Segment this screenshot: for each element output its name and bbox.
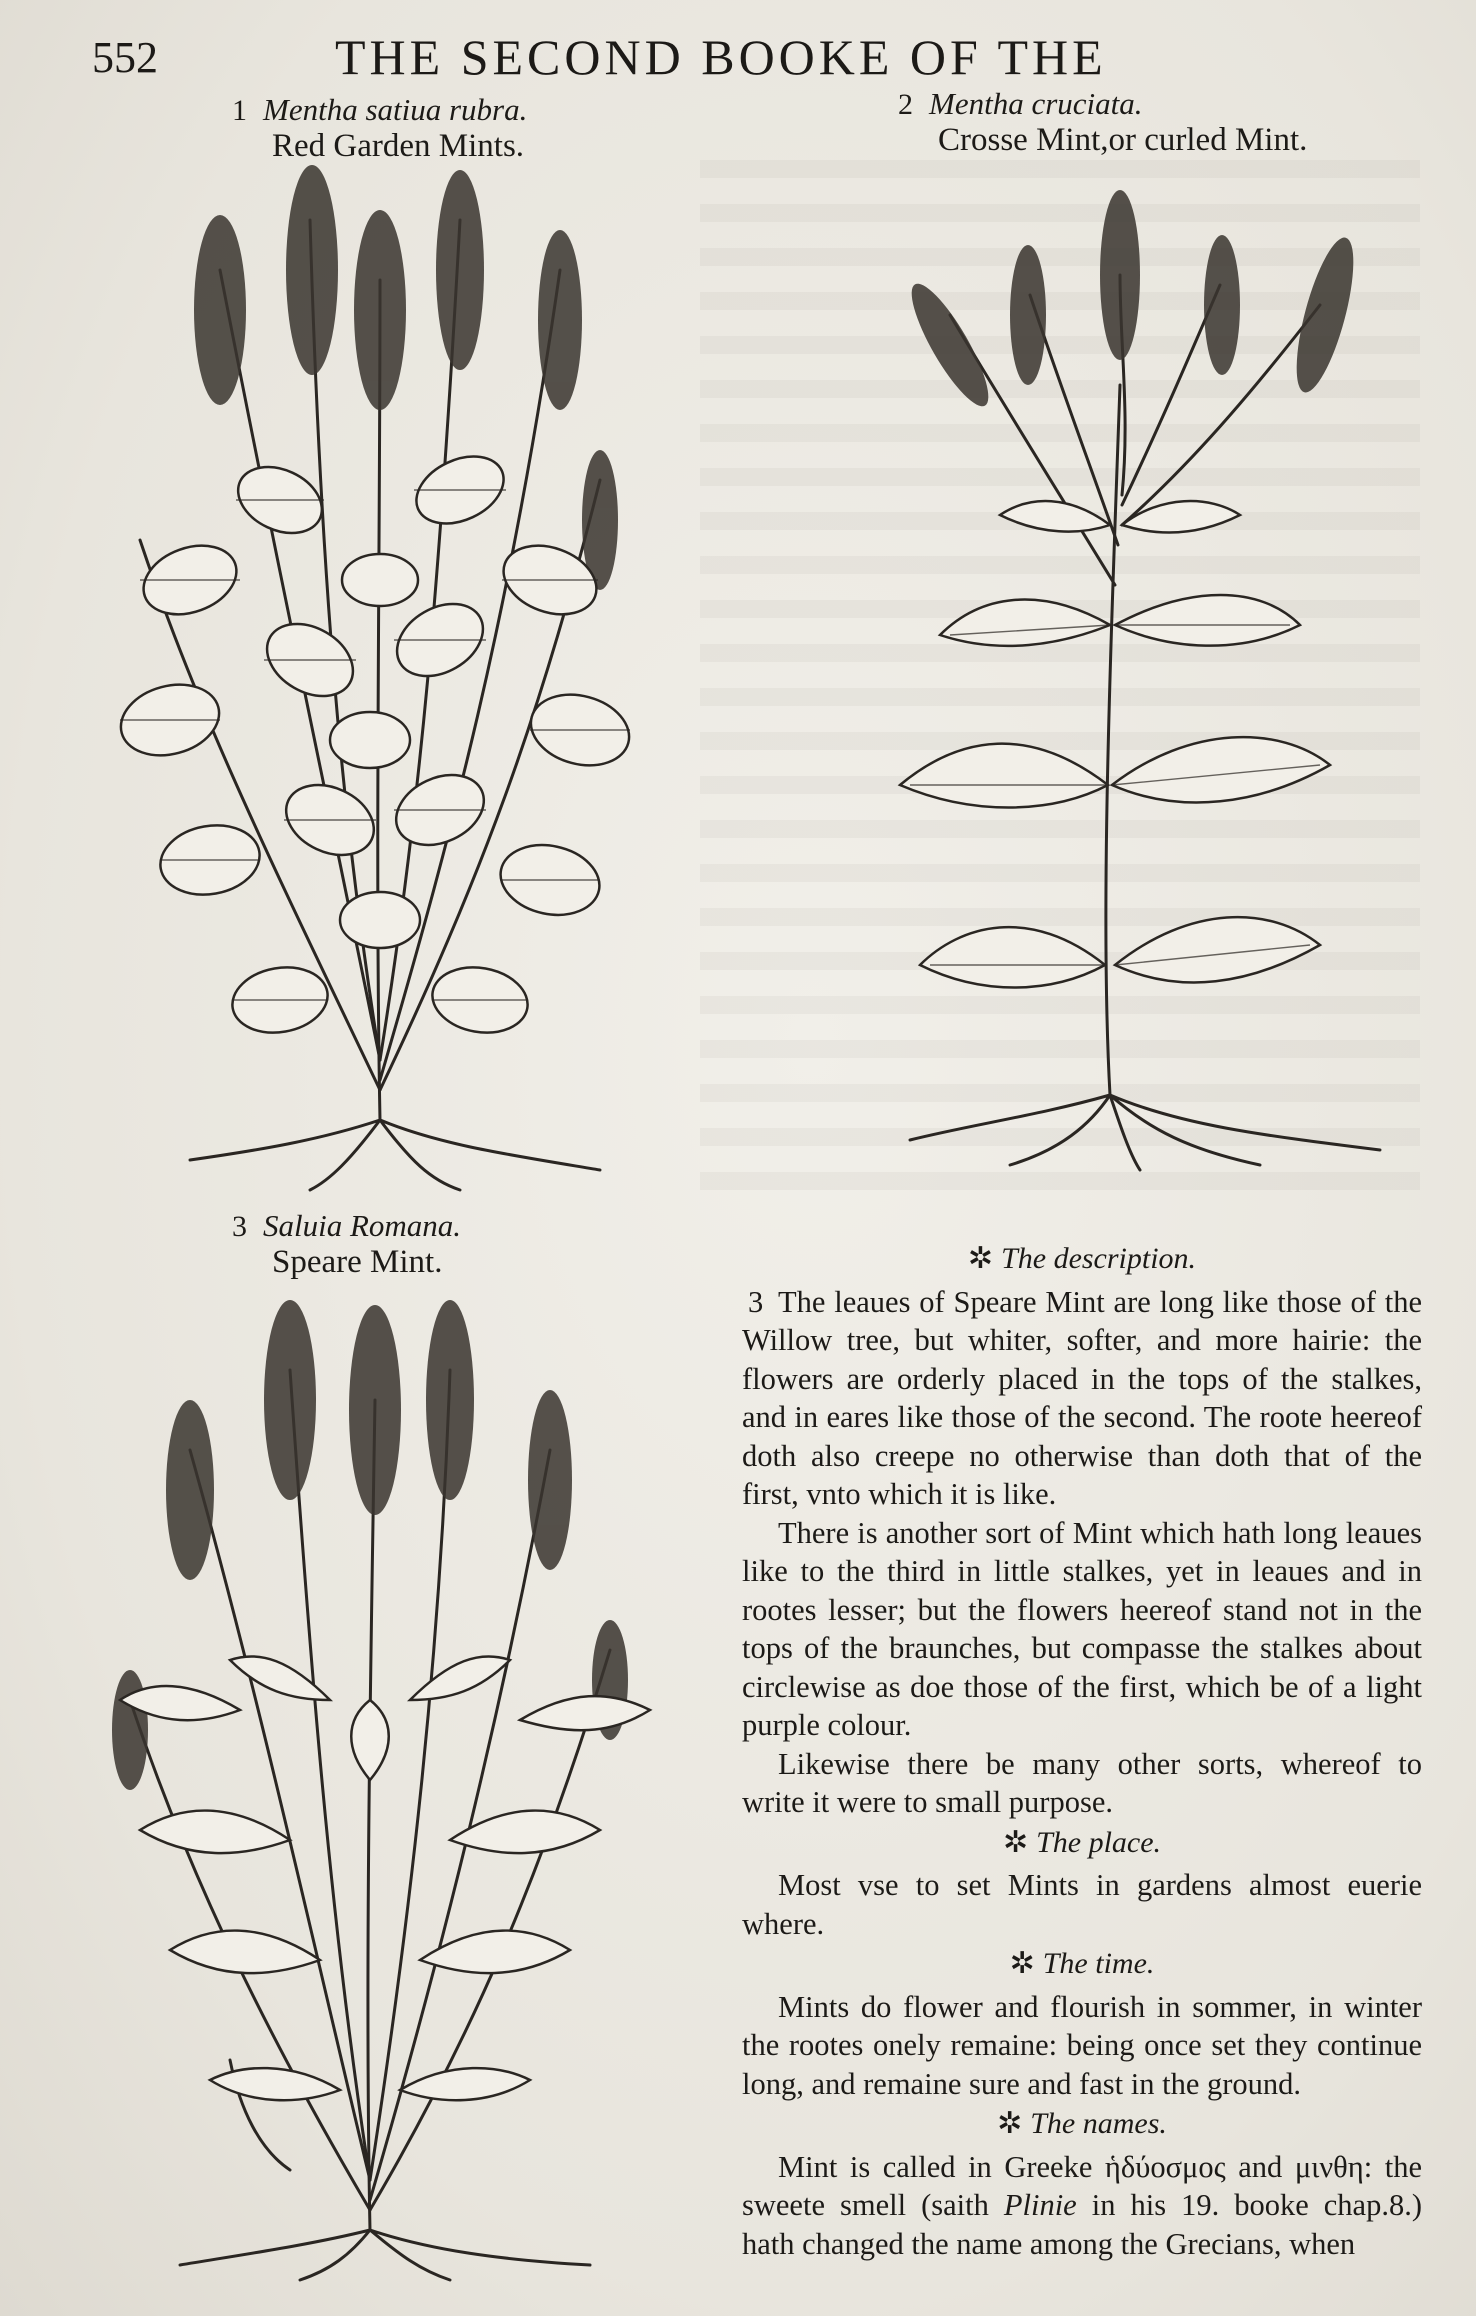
figure-number: 2 xyxy=(898,88,913,121)
figure-latin-name: Mentha cruciata. xyxy=(929,86,1143,121)
asterisk-ornament-icon: ✲ xyxy=(1009,1947,1035,1980)
figure-english-name: Speare Mint. xyxy=(272,1244,443,1280)
asterisk-ornament-icon: ✲ xyxy=(967,1242,994,1275)
description-paragraph-2: There is another sort of Mint which hath long leaues like to the third in little stalkes, yet in leaues and in rootes lesser; but the flowers heereof stand not in the tops of the braunches, but compasse the stalkes about circlewise as doe those of the first, which be of a light purple colour. xyxy=(742,1515,1422,1742)
description-paragraph-1: 3 The leaues of Speare Mint are long like those of the Willow tree, but whiter, softer, and more hairie: the flowers are orderly placed in the tops of the stalkes, and in eares like those of the second. The roote heereof doth also creepe no otherwise than doth that of the first, vnto which it is like. xyxy=(742,1283,1422,1514)
running-head: THE SECOND BOOKE OF THE xyxy=(335,29,1107,85)
author-name: Plinie xyxy=(1003,2188,1077,2222)
description-paragraph-3: Likewise there be many other sorts, whereof to write it were to small purpose. xyxy=(742,1746,1422,1819)
figure-latin-name: Saluia Romana. xyxy=(263,1208,462,1243)
section-heading-names: ✲ The names. xyxy=(997,2107,1167,2140)
figure-caption-1 xyxy=(232,92,527,165)
figure-number: 1 xyxy=(232,94,247,127)
place-paragraph: Most vse to set Mints in gardens almost euerie where. xyxy=(742,1868,1422,1941)
figure-number: 3 xyxy=(232,1210,247,1243)
woodcut-speare-mint xyxy=(90,1280,710,2290)
section-heading-time: ✲ The time. xyxy=(1009,1947,1155,1980)
page-header xyxy=(0,22,1476,85)
figure-english-name: Red Garden Mints. xyxy=(272,128,525,164)
woodcut-crosse-mint xyxy=(860,165,1420,1175)
names-paragraph: Mint is called in Greeke ἡδύοσμος and μινθη: the sweete smell (saith Plinie in his 19. booke chap.8.) hath changed the name among the Grecians, when xyxy=(742,2149,1422,2261)
time-paragraph: Mints do flower and flourish in sommer, in winter the rootes onely remaine: being once set they continue long, and remaine sure and fast in the ground. xyxy=(742,1989,1422,2101)
section-heading-description: ✲ The description. xyxy=(967,1242,1197,1275)
page-number: 552 xyxy=(92,33,158,82)
paragraph-number: 3 xyxy=(748,1284,764,1319)
figure-latin-name: Mentha satiua rubra. xyxy=(263,92,528,127)
section-heading-place: ✲ The place. xyxy=(1002,1825,1162,1859)
figure-english-name: Crosse Mint,or curled Mint. xyxy=(938,122,1308,158)
woodcut-red-garden-mint xyxy=(80,160,720,1200)
figure-caption-3 xyxy=(232,1208,461,1281)
description-column xyxy=(742,1238,1422,2263)
figure-caption-2 xyxy=(898,86,1307,159)
asterisk-ornament-icon: ✲ xyxy=(1002,1825,1029,1859)
asterisk-ornament-icon: ✲ xyxy=(997,2107,1023,2140)
